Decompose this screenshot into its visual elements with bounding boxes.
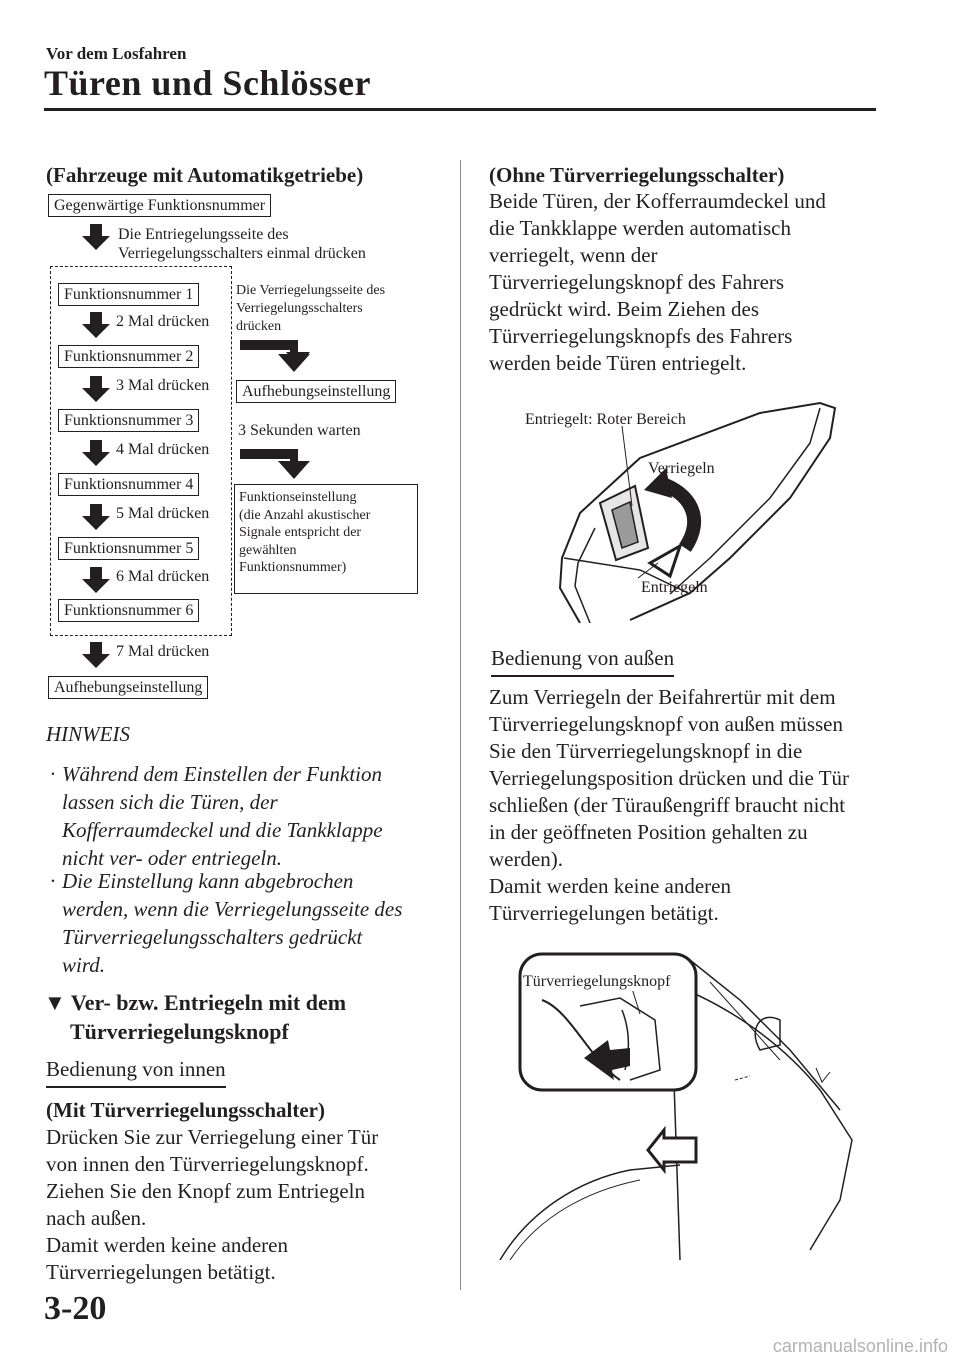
section-marker: ▼ (44, 990, 66, 1015)
function-box-1: Funktionsnummer 1 (58, 283, 199, 306)
arrow-first (82, 224, 110, 250)
knob-title-line2: Türverriegelungsknopf (70, 1019, 289, 1044)
note-bullet-1: · (50, 762, 56, 786)
knob-title-line1: Ver- bzw. Entriegeln mit dem (70, 990, 347, 1015)
label-lock: Verriegeln (648, 460, 715, 477)
note-2-line1: Die Einstellung kann abgebrochen (62, 869, 354, 893)
function-box-4: Funktionsnummer 4 (58, 473, 199, 496)
cancel-box-bottom: Aufhebungseinstellung (48, 676, 208, 699)
with-switch-line2: von innen den Türverriegelungsknopf. (46, 1152, 369, 1176)
side-press-line1: Die Verriegelungsseite des (236, 283, 386, 298)
without-switch-line4: Türverriegelungsknopf des Fahrers (489, 270, 785, 294)
inside-heading (46, 1056, 226, 1088)
note-1-line2: lassen sich die Türen, der (62, 790, 278, 814)
label-door-knob: Türverriegelungsknopf (523, 973, 671, 990)
arrow-7 (82, 642, 110, 668)
without-switch-line5: gedrückt wird. Beim Ziehen des (489, 297, 760, 321)
first-step-line1: Die Entriegelungsseite des (118, 226, 289, 243)
note-2-line4: wird. (62, 953, 105, 977)
without-switch-line3: verriegelt, wenn der (489, 243, 658, 267)
without-switch-line1: Beide Türen, der Kofferraumdeckel und (489, 189, 826, 213)
outside-paragraph (489, 684, 849, 927)
setting-line1: Funktionseinstellung (239, 490, 357, 505)
with-switch-line5: Damit werden keine anderen (46, 1233, 288, 1257)
note-1-line3: Kofferraumdeckel und die Tankklappe (62, 818, 383, 842)
outside-line3: Sie den Türverriegelungsknopf in die (489, 739, 803, 763)
wait-label: 3 Sekunden warten (238, 422, 361, 439)
function-setting-box (234, 484, 418, 594)
without-switch-line7: werden beide Türen entriegelt. (489, 351, 747, 375)
note-1-line4: nicht ver- oder entriegeln. (62, 846, 283, 870)
with-switch-line1: Drücken Sie zur Verriegelung einer Tür (46, 1125, 379, 1149)
outside-line1: Zum Verriegeln der Beifahrertür mit dem (489, 685, 836, 709)
knob-section-title (44, 988, 346, 1046)
function-box-2: Funktionsnummer 2 (58, 345, 199, 368)
side-press-line3: drücken (236, 319, 282, 334)
note-bullet-2: · (50, 869, 56, 893)
press-label-7: 7 Mal drücken (116, 643, 210, 660)
outside-line9: Türverriegelungen betätigt. (489, 901, 719, 925)
label-unlock: Entriegeln (641, 579, 708, 596)
arrow-to-cancel-shape (240, 340, 310, 372)
setting-line4: gewählten (239, 542, 297, 558)
outside-line6: in der geöffneten Position gehalten zu (489, 820, 808, 844)
outside-line7: werden). (489, 847, 564, 871)
note-item-1 (50, 760, 383, 872)
function-box-5: Funktionsnummer 5 (58, 537, 199, 560)
setting-line2: (die Anzahl akustischer (239, 507, 371, 523)
with-switch-heading: (Mit Türverriegelungsschalter) (46, 1098, 325, 1122)
outside-line8: Damit werden keine anderen (489, 874, 731, 898)
inside-heading-text: Bedienung von innen (46, 1056, 226, 1088)
outside-line4: Verriegelungsposition drücken und die Tür (489, 766, 850, 790)
page-title: Türen und Schlösser (44, 63, 371, 103)
note-heading: HINWEIS (46, 722, 130, 746)
function-box-6: Funktionsnummer 6 (58, 599, 199, 622)
arrow-to-setting-shape (240, 449, 310, 479)
with-switch-line4: nach außen. (46, 1206, 147, 1230)
outside-heading-text: Bedienung von außen (491, 645, 674, 677)
first-step-line2: Verriegelungsschalters einmal drücken (118, 245, 366, 262)
with-switch-line3: Ziehen Sie den Knopf zum Entriegeln (46, 1179, 365, 1203)
label-unlocked-red: Entriegelt: Roter Bereich (525, 411, 686, 428)
press-label-5: 5 Mal drücken (116, 505, 210, 522)
without-switch-paragraph (489, 188, 826, 377)
press-label-4: 4 Mal drücken (116, 441, 210, 458)
side-press-line2: Verriegelungsschalters (236, 301, 363, 316)
press-label-3: 3 Mal drücken (116, 377, 210, 394)
watermark: carmanualsonline.info (772, 1336, 948, 1356)
note-2-line2: werden, wenn die Verriegelungsseite des (62, 897, 403, 921)
without-switch-line2: die Tankklappe werden automatisch (489, 216, 791, 240)
note-1-line1: Während dem Einstellen der Funktion (62, 762, 382, 786)
without-switch-line6: Türverriegelungsknopfs des Fahrers (489, 324, 793, 348)
setting-line5: Funktionsnummer) (239, 560, 347, 575)
cancel-box-side: Aufhebungseinstellung (236, 380, 396, 403)
with-switch-paragraph (46, 1124, 378, 1286)
note-2-line3: Türverriegelungsschalters gedrückt (62, 925, 363, 949)
press-label-6: 6 Mal drücken (116, 568, 210, 585)
diagram-heading: (Fahrzeuge mit Automatikgetriebe) (46, 163, 364, 187)
function-box-3: Funktionsnummer 3 (58, 409, 199, 432)
outside-line5: schließen (der Türaußengriff braucht nicht (489, 793, 846, 817)
press-label-2: 2 Mal drücken (116, 313, 210, 330)
current-function-box: Gegenwärtige Funktionsnummer (48, 194, 271, 217)
section-label: Vor dem Losfahren (46, 44, 187, 63)
outside-heading (491, 645, 674, 677)
setting-line3: Signale entspricht der (239, 525, 362, 540)
with-switch-line6: Türverriegelungen betätigt. (46, 1260, 276, 1284)
page-number: 3-20 (44, 1290, 107, 1327)
without-switch-heading: (Ohne Türverriegelungsschalter) (489, 163, 785, 187)
outside-line2: Türverriegelungsknopf von außen müssen (489, 712, 843, 736)
note-item-2 (50, 867, 402, 979)
